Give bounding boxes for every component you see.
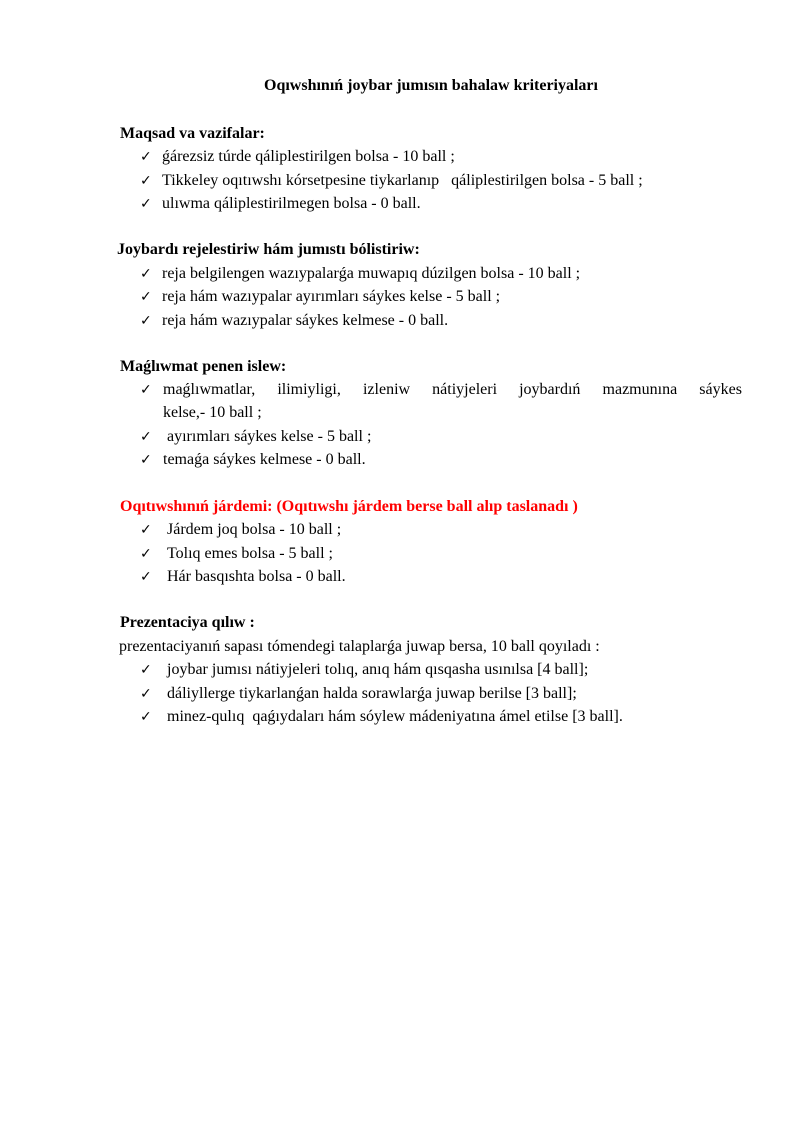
check-mark-icon: ✓ (140, 173, 152, 189)
check-mark-icon: ✓ (140, 452, 152, 468)
check-mark-icon: ✓ (140, 546, 152, 562)
section-heading-planning: Joybardı rejelestiriw hám jumıstı bólistiriw: (117, 241, 420, 258)
section-heading-goals: Maqsad va vazifalar: (120, 125, 265, 142)
check-mark-icon: ✓ (140, 709, 152, 725)
check-mark-icon: ✓ (140, 686, 152, 702)
section-heading-information: Maǵlıwmat penen islew: (120, 358, 287, 375)
check-mark-icon: ✓ (140, 662, 152, 678)
presentation-intro: prezentaciyanıń sapası tómendegi talaplarǵa juwap bersa, 10 ball qoyıladı : (119, 638, 600, 655)
check-mark-icon: ✓ (140, 289, 152, 305)
check-mark-icon: ✓ (140, 266, 152, 282)
check-mark-icon: ✓ (140, 313, 152, 329)
check-mark-icon: ✓ (140, 382, 152, 398)
list-item-continuation: kelse,- 10 ball ; (163, 404, 262, 421)
check-mark-icon: ✓ (140, 569, 152, 585)
section-heading-teacher-help: Oqıtıwshınıń járdemi: (Oqıtıwshı járdem berse ball alıp taslanadı ) (120, 498, 578, 515)
check-mark-icon: ✓ (140, 149, 152, 165)
section-heading-presentation: Prezentaciya qılıw : (120, 614, 255, 631)
document-title: Oqıwshınıń joybar jumısın bahalaw kriteriyaları (264, 77, 598, 94)
check-mark-icon: ✓ (140, 522, 152, 538)
document-page: Oqıwshınıń joybar jumısın bahalaw kriteriyaları Maqsad va vazifalar: ✓ ǵárezsiz túrde qáliplestirilgen bolsa - 10 ball ; ✓ Tikkeley oqıtıwshı kórsetpesine tiykarlanıp qáliplestirilgen bolsa - 5 ball ; ✓ ulıwma qáliplestirilmegen bolsa - 0 ball. Joybardı rejelestiriw hám jumıstı bólistiriw: ✓ reja belgilengen wazıypalarǵa muwapıq dúzilgen bolsa - 10 ball ; ✓ reja hám wazıypalar ayırımları sáykes kelse - 5 ball ; ✓ reja hám wazıypalar sáykes kelmese - 0 ball. Maǵlıwmat penen islew: ✓ maǵlıwmatlar, ilimiyligi, izleniw nátiyjeleri joybardıń mazmunına sáykes kelse,- 10 ball ; ✓ ayırımları sáykes kelse - 5 ball ; ✓ temaǵa sáykes kelmese - 0 ball. Oqıtıwshınıń járdemi: (Oqıtıwshı járdem berse ball alıp taslanadı ) ✓ Járdem joq bolsa - 10 ball ; ✓ Tolıq emes bolsa - 5 ball ; ✓ Hár basqıshta bolsa - 0 ball. Prezentaciya qılıw : prezentaciyanıń sapası tómendegi talaplarǵa juwap bersa, 10 ball qoyıladı : ✓ joybar jumısı nátiyjeleri tolıq, anıq hám qısqasha usınılsa [4 ball]; ✓ dáliyllerge tiykarlanǵan halda sorawlarǵa juwap berilse [3 ball]; ✓ minez-qulıq qaǵıydaları hám sóylew mádeniyatına ámel etilse [3 ball]. (0, 0, 800, 1131)
check-mark-icon: ✓ (140, 429, 152, 445)
justified-line: maǵlıwmatlar, ilimiyligi, izleniw nátiyjeleri joybardıń mazmunına sáykes (163, 381, 742, 398)
check-mark-icon: ✓ (140, 196, 152, 212)
